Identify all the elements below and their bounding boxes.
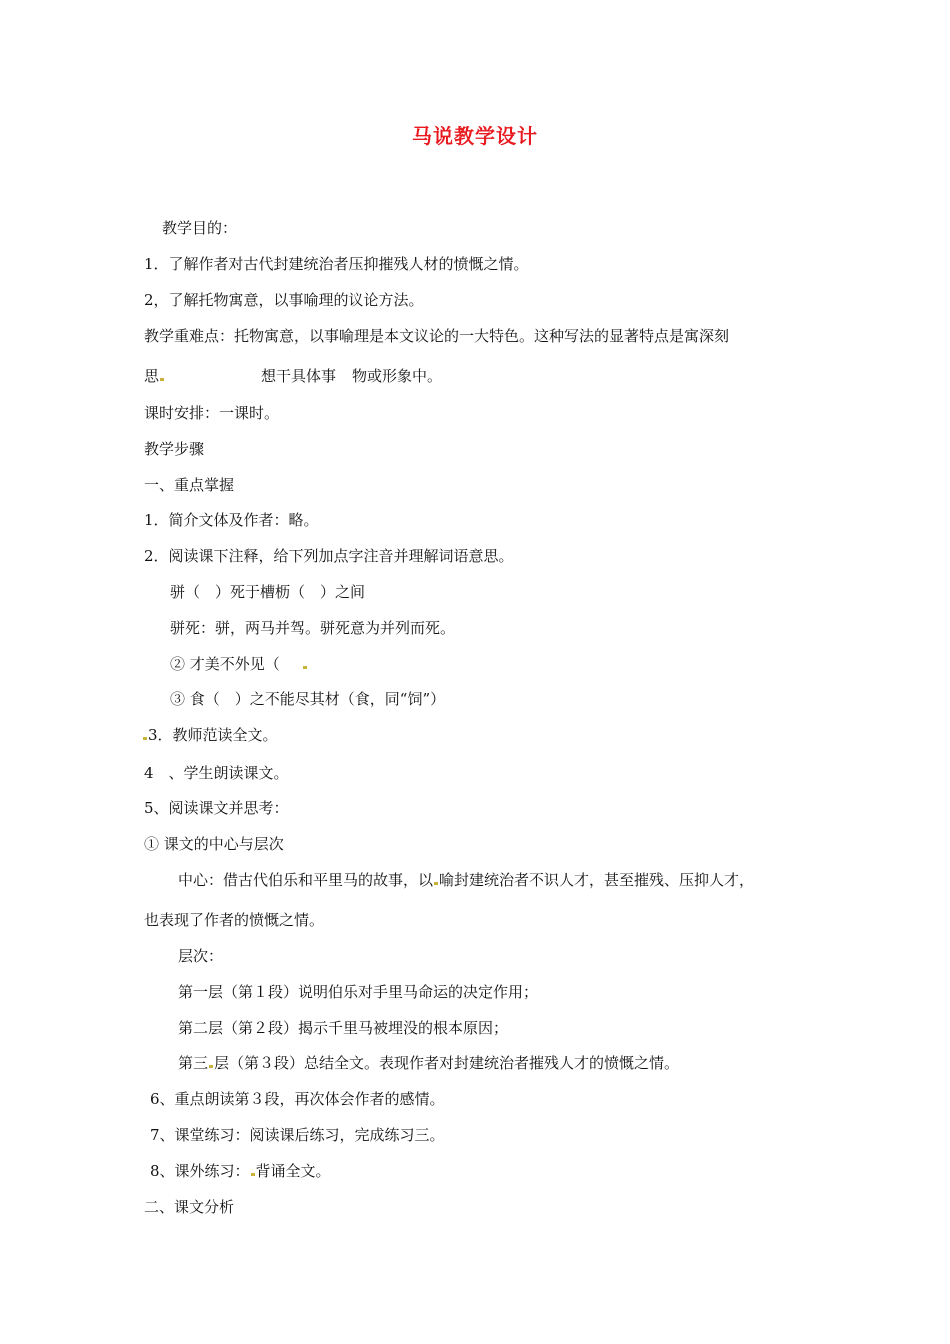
- objective-2: 2，了解托物寓意，以事喻理的议论方法。: [144, 291, 424, 309]
- layer-2: 第二层（第２段）揭示千里马被埋没的根本原因；: [178, 1019, 509, 1037]
- center-continued: 也表现了作者的愤慨之情。: [144, 911, 325, 929]
- item-8: [150, 1161, 331, 1181]
- highlight-mark: [209, 1065, 213, 1068]
- layers-heading: 层次：: [178, 947, 224, 965]
- highlight-mark: [143, 737, 147, 740]
- item-1: 1．简介文体及作者：略。: [144, 511, 319, 529]
- item-8a: 8、课外练习：: [150, 1162, 250, 1180]
- item-8b: 背诵全文。: [255, 1162, 331, 1180]
- item-3-text: 3．教师范读全文。: [148, 726, 278, 744]
- center-b: 喻封建统治者不识人才，甚至摧残、压抑人才，: [439, 871, 755, 889]
- sub-item-1: ① 课文的中心与层次: [144, 835, 284, 853]
- layer-1: 第一层（第１段）说明伯乐对手里马命运的决定作用；: [178, 983, 539, 1001]
- objectives-heading: 教学目的：: [162, 219, 238, 237]
- objective-1: 1．了解作者对古代封建统治者压抑摧残人材的愤慨之情。: [144, 255, 529, 273]
- difficulty-text: 教学重难点：托物寓意，以事喻理是本文议论的一大特色。这种写法的显著特点是寓深刻: [144, 327, 730, 345]
- highlight-mark: [160, 378, 164, 381]
- item-7: 7、课堂练习：阅读课后练习，完成练习三。: [150, 1126, 445, 1144]
- difficulty-continued: [144, 366, 442, 386]
- layer-3b: 层（第３段）总结全文。表现作者对封建统治者摧残人才的愤慨之情。: [214, 1054, 680, 1072]
- section-1-heading: 一、重点掌握: [144, 476, 235, 494]
- note-c-text: ② 才美不外见（: [170, 655, 280, 673]
- item-6: 6、重点朗读第３段，再次体会作者的感情。: [150, 1090, 445, 1108]
- layer-3a: 第三: [178, 1054, 209, 1072]
- note-a: 骈（ ）死于槽枥（ ）之间: [170, 583, 366, 601]
- document-title: 马说教学设计: [412, 124, 538, 148]
- highlight-mark: [251, 1173, 255, 1176]
- note-c: [170, 654, 308, 674]
- note-b: 骈死：骈，两马并驾。骈死意为并列而死。: [170, 619, 456, 637]
- highlight-mark: [434, 882, 438, 885]
- schedule: 课时安排：一课时。: [144, 404, 280, 422]
- center-a: 中心：借古代伯乐和平里马的故事，以: [178, 871, 434, 889]
- steps-heading: 教学步骤: [144, 440, 205, 458]
- item-3: [142, 725, 278, 745]
- item-4: 4 、学生朗读课文。: [144, 764, 289, 782]
- item-2: 2．阅读课下注释，给下列加点字注音并理解词语意思。: [144, 547, 514, 565]
- section-2-heading: 二、课文分析: [144, 1198, 235, 1216]
- center-text: [178, 870, 754, 890]
- difficulty-cont-c: 物或形象中。: [352, 367, 443, 385]
- layer-3: [178, 1053, 679, 1073]
- note-d: ③ 食（ ）之不能尽其材（食，同“饲”）: [170, 690, 446, 708]
- item-5: 5、阅读课文并思考：: [144, 799, 289, 817]
- highlight-mark: [303, 666, 307, 669]
- difficulty-cont-a: 思: [144, 367, 160, 385]
- difficulty-cont-b: 想干具体事: [261, 367, 337, 385]
